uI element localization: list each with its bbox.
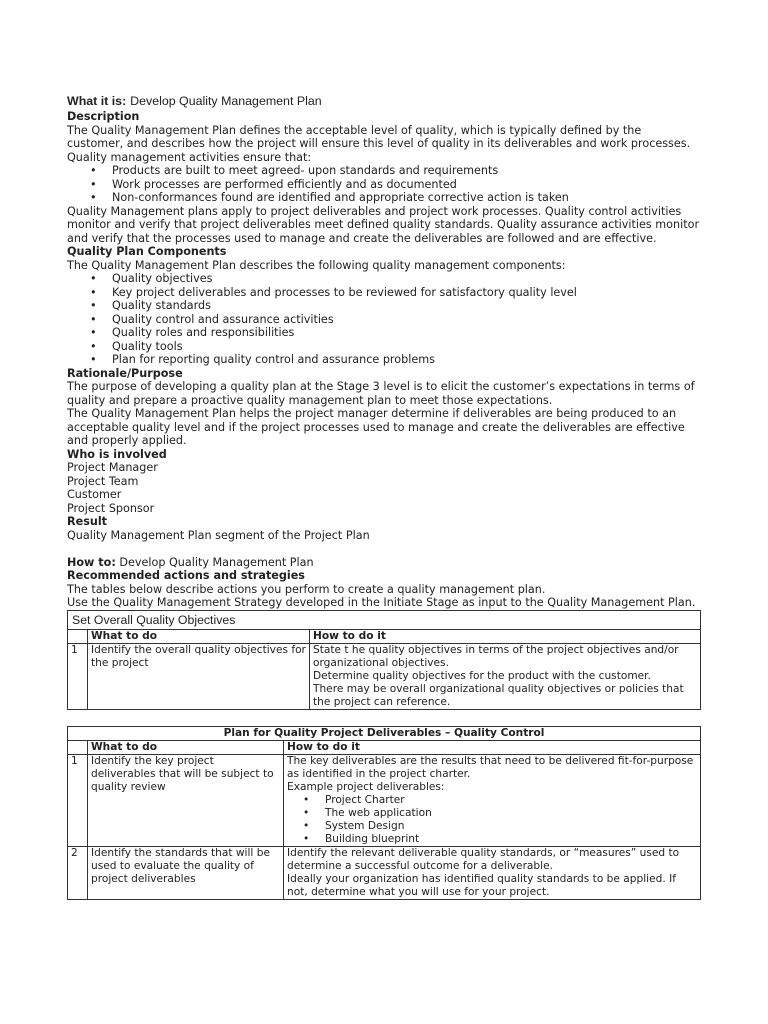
list-item: • Quality objectives — [112, 272, 701, 286]
what-it-is-line — [67, 93, 701, 109]
row-how — [284, 754, 701, 846]
quality-control-table — [67, 726, 701, 900]
list-item: • Non-conformances found are identified and appropriate corrective action is taken — [112, 191, 701, 205]
deliverable-bullets — [287, 794, 697, 846]
what-label: What it is: — [67, 94, 127, 108]
list-item: • Project Charter — [325, 794, 697, 807]
involved-item: Project Manager — [67, 461, 158, 474]
list-item: • Key project deliverables and processes to be reviewed for satisfactory quality level — [112, 286, 701, 300]
involved-item: Project Sponsor — [67, 501, 155, 515]
description-p2: Quality management activities ensure that: — [67, 150, 312, 164]
row-how-line: There may be overall organizational quality objectives or policies that the project can reference. — [313, 682, 684, 708]
list-item: • Products are built to meet agreed- upon standards and requirements — [112, 164, 701, 178]
row-number: 1 — [68, 643, 88, 709]
row-how-line: Determine quality objectives for the product with the customer. — [313, 669, 651, 682]
description-p3: Quality Management plans apply to project deliverables and project work processes. Quality control activities monitor and verify that project deliverables meet defined quality standards. Quality assurance activities monitor and verify that the processes used to manage and create the deliverables are followed and are effective. — [67, 204, 700, 245]
table-header-num — [68, 740, 88, 754]
row-how — [284, 846, 701, 899]
table-row — [68, 846, 701, 899]
table-header-how: How to do it — [310, 629, 701, 643]
involved-item: Project Team — [67, 474, 139, 488]
list-item: • System Design — [325, 820, 697, 833]
table-header-what: What to do — [88, 629, 310, 643]
list-item: • Quality tools — [112, 340, 701, 354]
section2-p2: Use the Quality Management Strategy developed in the Initiate Stage as input to the Quality Management Plan. — [67, 596, 696, 609]
row-how-line: Identify the relevant deliverable quality standards, or “measures” used to determine a successful outcome for a deliverable. — [287, 846, 680, 872]
table-row — [68, 643, 701, 709]
list-item: • Building blueprint — [325, 833, 697, 846]
components-heading: Quality Plan Components — [67, 245, 227, 258]
rationale-heading: Rationale/Purpose — [67, 366, 183, 380]
row-how-line: Example project deliverables: — [287, 780, 445, 793]
table-header-what: What to do — [88, 740, 284, 754]
row-how-line: The key deliverables are the results that need to be delivered fit-for-purpose as identified in the project charter. — [287, 754, 694, 780]
involved-item: Customer — [67, 488, 122, 501]
list-item: • Plan for reporting quality control and assurance problems — [112, 353, 701, 367]
components-intro: The Quality Management Plan describes the following quality management components: — [67, 258, 566, 272]
result-text: Quality Management Plan segment of the Project Plan — [67, 528, 370, 542]
description-heading: Description — [67, 110, 140, 123]
bullets-components — [67, 272, 701, 367]
list-item: • The web application — [325, 807, 697, 820]
bullets-quality-activities — [67, 164, 701, 205]
table-header-how: How to do it — [284, 740, 701, 754]
table-caption: Set Overall Quality Objectives — [68, 610, 701, 629]
row-what: Identify the standards that will be used to evaluate the quality of project deliverables — [88, 846, 284, 899]
list-item: • Quality roles and responsibilities — [112, 326, 701, 340]
row-what: Identify the key project deliverables that will be subject to quality review — [88, 754, 284, 846]
row-what: Identify the overall quality objectives for the project — [88, 643, 310, 709]
howto-line — [67, 556, 701, 570]
table-header-num — [68, 629, 88, 643]
row-number: 2 — [68, 846, 88, 899]
involved-heading: Who is involved — [67, 447, 167, 461]
row-how-line: State t he quality objectives in terms of the project objectives and/or organizational objectives. — [313, 643, 679, 669]
table-row — [68, 754, 701, 846]
table-caption: Plan for Quality Project Deliverables – Quality Control — [68, 726, 701, 740]
description-p1: The Quality Management Plan defines the acceptable level of quality, which is typically defined by the customer, and describes how the project will ensure this level of quality in its deliverables and work processes. — [67, 123, 691, 150]
rationale-p1: The purpose of developing a quality plan at the Stage 3 level is to elicit the customer’s expectations in terms of quality and prepare a proactive quality management plan to meet those expectations. — [67, 380, 695, 407]
list-item: • Quality control and assurance activities — [112, 313, 701, 327]
what-title: Develop Quality Management Plan — [130, 94, 322, 108]
row-how-line: Ideally your organization has identified quality standards to be applied. If not, determine what you will use for your project. — [287, 872, 676, 898]
howto-title: Develop Quality Management Plan — [119, 555, 314, 569]
section2-p1: The tables below describe actions you perform to create a quality management plan. — [67, 582, 546, 596]
rationale-p2: The Quality Management Plan helps the project manager determine if deliverables are being produced to an acceptable quality level and if the project processes used to manage and create the deliverables are effective and properly applied. — [67, 407, 685, 447]
document-page — [67, 93, 701, 900]
row-how — [310, 643, 701, 709]
result-heading: Result — [67, 515, 108, 528]
row-number: 1 — [68, 754, 88, 846]
list-item: • Quality standards — [112, 299, 701, 313]
list-item: • Work processes are performed efficiently and as documented — [112, 178, 701, 192]
recommended-heading: Recommended actions and strategies — [67, 569, 305, 582]
howto-label: How to: — [67, 555, 116, 569]
quality-objectives-table — [67, 610, 701, 710]
